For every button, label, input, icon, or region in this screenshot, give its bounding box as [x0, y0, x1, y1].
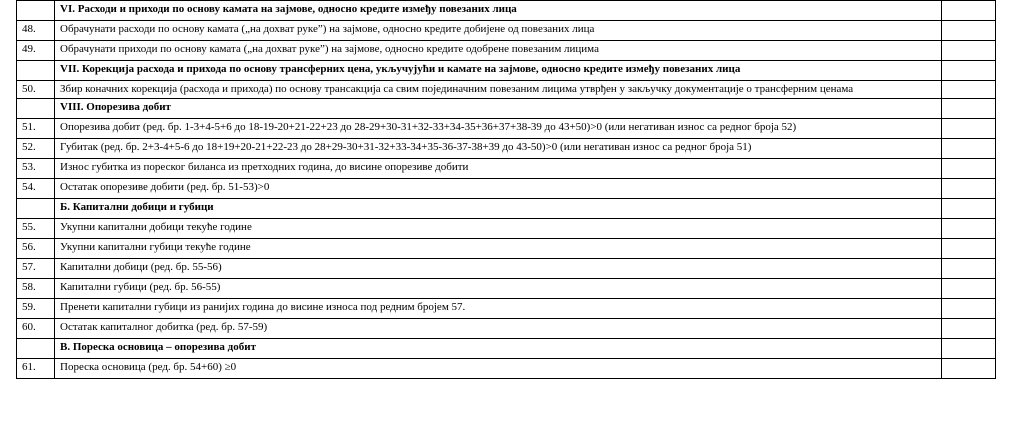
- row-description: Остатак капиталног добитка (ред. бр. 57-59): [55, 319, 942, 339]
- table-row: [17, 299, 996, 319]
- row-number: [17, 199, 55, 219]
- amount-cell[interactable]: [942, 99, 996, 119]
- table-row: [17, 259, 996, 279]
- row-description: Капитални добици (ред. бр. 55-56): [55, 259, 942, 279]
- row-description: Износ губитка из пореског биланса из претходних година, до висине опорезиве добити: [55, 159, 942, 179]
- amount-cell[interactable]: [942, 81, 996, 99]
- table-row: [17, 219, 996, 239]
- amount-cell[interactable]: [942, 139, 996, 159]
- amount-cell[interactable]: [942, 239, 996, 259]
- amount-cell[interactable]: [942, 61, 996, 81]
- table-row: [17, 239, 996, 259]
- row-number: 59.: [17, 299, 55, 319]
- amount-cell[interactable]: [942, 299, 996, 319]
- row-description: Обрачунати приходи по основу камата („на дохват руке”) на зајмове, односно кредите одобрене повезаним лицима: [55, 41, 942, 61]
- row-number: 52.: [17, 139, 55, 159]
- amount-cell[interactable]: [942, 259, 996, 279]
- amount-cell[interactable]: [942, 339, 996, 359]
- section-title: VII. Корекција расхода и прихода по основу трансферних цена, укључујући и камате на зајмове, односно кредите између повезаних лица: [55, 61, 942, 81]
- row-number: 60.: [17, 319, 55, 339]
- section-row: [17, 339, 996, 359]
- row-number: 54.: [17, 179, 55, 199]
- amount-cell[interactable]: [942, 319, 996, 339]
- row-description: Губитак (ред. бр. 2+3-4+5-6 до 18+19+20-21+22-23 до 28+29-30+31-32+33-34+35-36-37-38+39 до 43-50)>0 (или негативан износ са редног броја 51): [55, 139, 942, 159]
- amount-cell[interactable]: [942, 41, 996, 61]
- row-number: [17, 61, 55, 81]
- row-description: Опорезива добит (ред. бр. 1-3+4-5+6 до 18-19-20+21-22+23 до 28-29+30-31+32-33+34-35+36+37+38-39 до 43+50)>0 (или негативан износ са редног броја 52): [55, 119, 942, 139]
- row-description: Обрачунати расходи по основу камата („на дохват руке”) на зајмове, односно кредите добијене од повезаних лица: [55, 21, 942, 41]
- table-row: [17, 21, 996, 41]
- row-number: 48.: [17, 21, 55, 41]
- table-row: [17, 119, 996, 139]
- section-title: VIII. Опорезива добит: [55, 99, 942, 119]
- table-row: [17, 41, 996, 61]
- section-row: [17, 199, 996, 219]
- section-row: [17, 99, 996, 119]
- amount-cell[interactable]: [942, 21, 996, 41]
- row-description: Пореска основица (ред. бр. 54+60) ≥0: [55, 359, 942, 379]
- amount-cell[interactable]: [942, 219, 996, 239]
- row-description: Збир коначних корекција (расхода и прихода) по основу трансакција са свим појединачним повезаним лицима утврђен у закључку документације о трансферним ценама: [55, 81, 942, 99]
- table-row: [17, 179, 996, 199]
- row-number: 51.: [17, 119, 55, 139]
- row-number: 53.: [17, 159, 55, 179]
- row-number: 50.: [17, 81, 55, 99]
- row-number: 56.: [17, 239, 55, 259]
- row-description: Укупни капитални добици текуће године: [55, 219, 942, 239]
- row-description: Пренети капитални губици из ранијих година до висине износа под редним бројем 57.: [55, 299, 942, 319]
- row-number: [17, 339, 55, 359]
- tax-balance-table: [16, 0, 996, 379]
- table-row: [17, 359, 996, 379]
- row-number: 49.: [17, 41, 55, 61]
- amount-cell[interactable]: [942, 359, 996, 379]
- amount-cell[interactable]: [942, 119, 996, 139]
- amount-cell[interactable]: [942, 279, 996, 299]
- section-title: VI. Расходи и приходи по основу камата на зајмове, односно кредите између повезаних лица: [55, 1, 942, 21]
- row-description: Капитални губици (ред. бр. 56-55): [55, 279, 942, 299]
- section-row: [17, 61, 996, 81]
- row-description: Остатак опорезиве добити (ред. бр. 51-53)>0: [55, 179, 942, 199]
- amount-cell[interactable]: [942, 1, 996, 21]
- section-row: [17, 1, 996, 21]
- amount-cell[interactable]: [942, 199, 996, 219]
- section-title: Б. Капитални добици и губици: [55, 199, 942, 219]
- row-number: 55.: [17, 219, 55, 239]
- row-number: [17, 1, 55, 21]
- row-number: 57.: [17, 259, 55, 279]
- table-row: [17, 279, 996, 299]
- table-row: [17, 81, 996, 99]
- amount-cell[interactable]: [942, 159, 996, 179]
- row-number: [17, 99, 55, 119]
- table-row: [17, 319, 996, 339]
- amount-cell[interactable]: [942, 179, 996, 199]
- table-row: [17, 139, 996, 159]
- table-row: [17, 159, 996, 179]
- row-description: Укупни капитални губици текуће године: [55, 239, 942, 259]
- section-title: В. Пореска основица – опорезива добит: [55, 339, 942, 359]
- row-number: 58.: [17, 279, 55, 299]
- row-number: 61.: [17, 359, 55, 379]
